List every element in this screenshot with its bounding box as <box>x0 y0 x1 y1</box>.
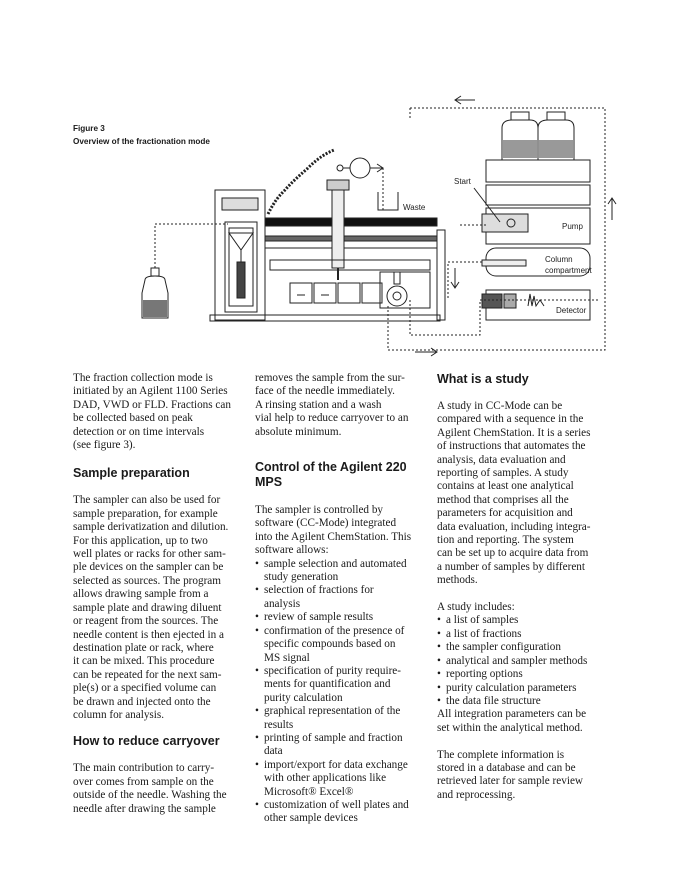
complete-paragraph: The complete information is stored in a database and can be retrieved later for sample review and reprocessing. <box>437 748 583 801</box>
list-item: • a list of samples <box>437 614 609 627</box>
sample-bottle <box>142 268 168 318</box>
well-plates <box>270 260 430 308</box>
list-item: • confirmation of the presence of specific compounds based on MS signal <box>255 625 427 665</box>
list-item: • a list of fractions <box>437 628 609 641</box>
list-item: • the sampler configuration <box>437 641 609 654</box>
list-item: • printing of sample and fraction data <box>255 732 427 759</box>
study-includes-list <box>437 614 609 708</box>
intro-paragraph: The fraction collection mode is initiated by an Agilent 1100 Series DAD, VWD or FLD. Fractions can be collected based on peak detection or on time intervals (see figure 3). <box>73 372 231 452</box>
list-item: • specification of purity require- ments for quantification and purity calculation <box>255 665 427 705</box>
integration-paragraph: All integration parameters can be set within the analytical method. <box>437 708 587 734</box>
column-3 <box>437 372 609 802</box>
heading-what-is-a-study: What is a study <box>437 372 529 386</box>
detector-label: Detector <box>556 306 587 315</box>
carryover-paragraph: The main contribution to carry- over comes from sample on the outside of the needle. Washing the needle after drawing the sample <box>73 762 227 815</box>
list-item: • selection of fractions for analysis <box>255 584 427 611</box>
list-item: • import/export for data exchange with other applications like Microsoft® Excel® <box>255 759 427 799</box>
fractionation-diagram <box>0 90 680 370</box>
sample-prep-paragraph: The sampler can also be used for sample preparation, for example sample derivatization and dilution. For this application, up to two well plates or racks for other sam- ple devices on the sampler can be selected as sources. The program allows drawing sample from a sample plate and drawing diluent or reagent from the sources. The needle content is then ejected in a destination plate or rack, where it can be mixed. This procedure can be repeated for the next sam- ple(s) or a specified volume can be drawn and injected onto the column for analysis. <box>73 494 229 721</box>
list-item: • sample selection and automated study generation <box>255 558 427 585</box>
waste-label: Waste <box>403 203 426 212</box>
heading-reduce-carryover: How to reduce carryover <box>73 734 220 749</box>
list-item: • reporting options <box>437 668 609 681</box>
sampler-cabinet <box>215 190 265 320</box>
coiled-tubing <box>268 150 334 214</box>
pump-label: Pump <box>562 222 583 231</box>
figure-number: Figure 3 <box>73 124 105 133</box>
control-paragraph: The sampler is controlled by software (CC-Mode) integrated into the Agilent ChemStation. This software allows: <box>255 504 412 557</box>
lc-stack <box>482 112 590 320</box>
figure-title: Overview of the fractionation mode <box>73 137 210 146</box>
study-paragraph: A study in CC-Mode can be compared with a sequence in the Agilent ChemStation. It is a series of instructions that automates the analysis, data evaluation and reporting of samples. A study contains at least one analytical method that comprises all the parameters for acquisition and data evaluation, including integra- tion and reporting. The system can be set up to acquire data from a number of samples by different methods. <box>437 400 591 587</box>
list-item: • customization of well plates and other sample devices <box>255 799 427 826</box>
control-feature-list <box>255 558 427 826</box>
column-2 <box>255 372 427 826</box>
heading-control: Control of the Agilent 220 MPS <box>255 460 407 490</box>
list-item: • purity calculation parameters <box>437 682 609 695</box>
list-item: • the data file structure <box>437 695 609 708</box>
carryover-continued: removes the sample from the sur- face of the needle immediately. A rinsing station and a wash vial help to reduce carryover to an absolute minimum. <box>255 372 409 438</box>
heading-sample-preparation: Sample preparation <box>73 466 190 481</box>
list-item: • analytical and sampler methods <box>437 655 609 668</box>
column-label-2: compartment <box>545 266 592 275</box>
list-item: • graphical representation of the results <box>255 705 427 732</box>
list-item: • review of sample results <box>255 611 427 624</box>
column-1 <box>73 372 245 816</box>
column-label-1: Column <box>545 255 573 264</box>
waste-container <box>378 192 398 210</box>
includes-intro: A study includes: <box>437 601 515 614</box>
start-label: Start <box>454 177 471 186</box>
